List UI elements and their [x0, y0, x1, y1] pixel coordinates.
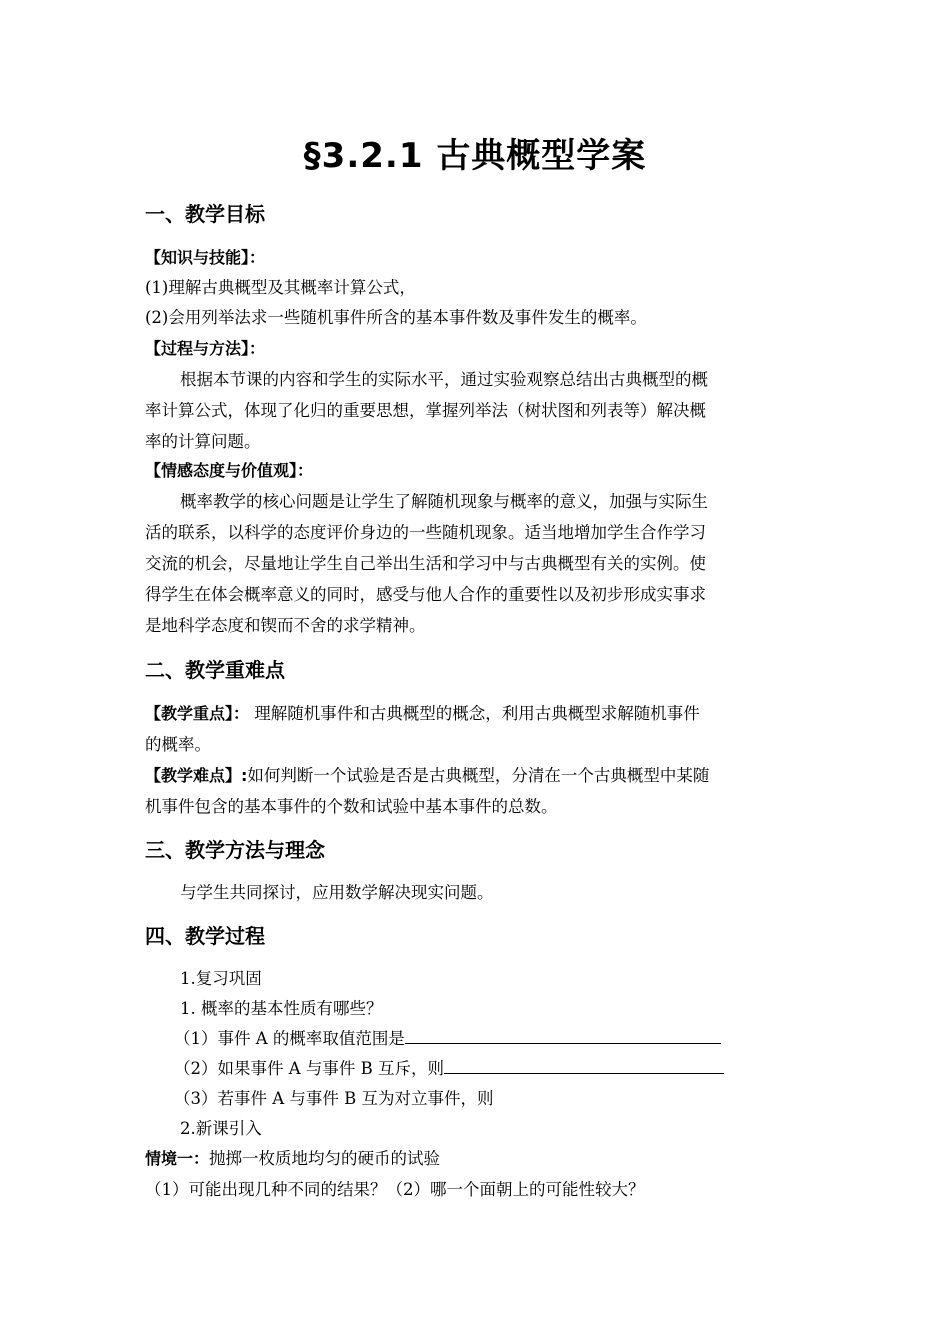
emotion-para-line-4: 得学生在体会概率意义的同时，感受与他人合作的重要性以及初步形成实事求	[145, 585, 706, 604]
label-emotion-values: 【情感态度与价值观】：	[145, 461, 314, 480]
label-situation-one: 情境一：	[145, 1149, 210, 1168]
review-item-3: （3）若事件 A 与事件 B 互为对立事件，则	[174, 1089, 494, 1108]
situation-questions: （1）可能出现几种不同的结果？（2）哪一个面朝上的可能性较大？	[145, 1180, 645, 1199]
key-point-text: 理解随机事件和古典概型的概念，利用古典概型求解随机事件	[249, 704, 700, 723]
section-heading-methods: 三、教学方法与理念	[145, 838, 325, 862]
review-heading: 1.复习巩固	[180, 969, 262, 988]
section-heading-objectives: 一、教学目标	[145, 202, 265, 226]
situation-one-text: 抛掷一枚质地均匀的硬币的试验	[209, 1149, 441, 1168]
emotion-para-line-1: 概率教学的核心问题是让学生了解随机现象与概率的意义，加强与实际生	[180, 492, 708, 511]
label-knowledge-skills: 【知识与技能】：	[145, 248, 266, 267]
difficult-point-line-1	[145, 762, 709, 786]
review-item-2	[174, 1055, 724, 1079]
process-para-line-3: 率的计算问题。	[145, 432, 261, 451]
section-heading-process: 四、教学过程	[145, 924, 265, 948]
difficult-point-text: 如何判断一个试验是否是古典概型，分清在一个古典概型中某随	[247, 766, 710, 785]
emotion-para-line-5: 是地科学态度和锲而不舍的求学精神。	[145, 616, 426, 635]
difficult-point-line-2: 机事件包含的基本事件的个数和试验中基本事件的总数。	[145, 797, 558, 816]
answer-blank-1[interactable]	[405, 1027, 721, 1044]
emotion-para-line-3: 交流的机会，尽量地让学生自己举出生活和学习中与古典概型有关的实例。使	[145, 554, 706, 573]
answer-blank-2[interactable]	[444, 1057, 724, 1074]
review-item-2-text: （2）如果事件 A 与事件 B 互斥，则	[174, 1059, 445, 1078]
knowledge-item-1: (1)理解古典概型及其概率计算公式，	[145, 278, 416, 297]
process-para-line-2: 率计算公式，体现了化归的重要思想，掌握列举法（树状图和列表等）解决概	[145, 401, 706, 420]
review-question: 1. 概率的基本性质有哪些？	[180, 999, 383, 1018]
situation-one-line	[145, 1145, 440, 1169]
key-point-line-2: 的概率。	[145, 735, 211, 754]
emotion-para-line-2: 活的联系，以科学的态度评价身边的一些随机现象。适当地增加学生合作学习	[145, 523, 706, 542]
process-para-line-1: 根据本节课的内容和学生的实际水平，通过实验观察总结出古典概型的概	[180, 370, 708, 389]
label-key-point: 【教学重点】：	[145, 704, 250, 723]
knowledge-item-2: (2)会用列举法求一些随机事件所含的基本事件数及事件发生的概率。	[145, 308, 647, 327]
review-item-1-text: （1）事件 A 的概率取值范围是	[174, 1029, 405, 1048]
section-heading-key-difficult: 二、教学重难点	[145, 658, 285, 682]
label-difficult-point: 【教学难点】:	[145, 766, 248, 785]
document-title: §3.2.1 古典概型学案	[303, 136, 647, 176]
methods-text: 与学生共同探讨，应用数学解决现实问题。	[180, 883, 494, 902]
new-lesson-heading: 2.新课引入	[180, 1119, 262, 1138]
review-item-1	[174, 1025, 721, 1049]
key-point-line-1	[145, 700, 700, 724]
label-process-method: 【过程与方法】：	[145, 339, 266, 358]
